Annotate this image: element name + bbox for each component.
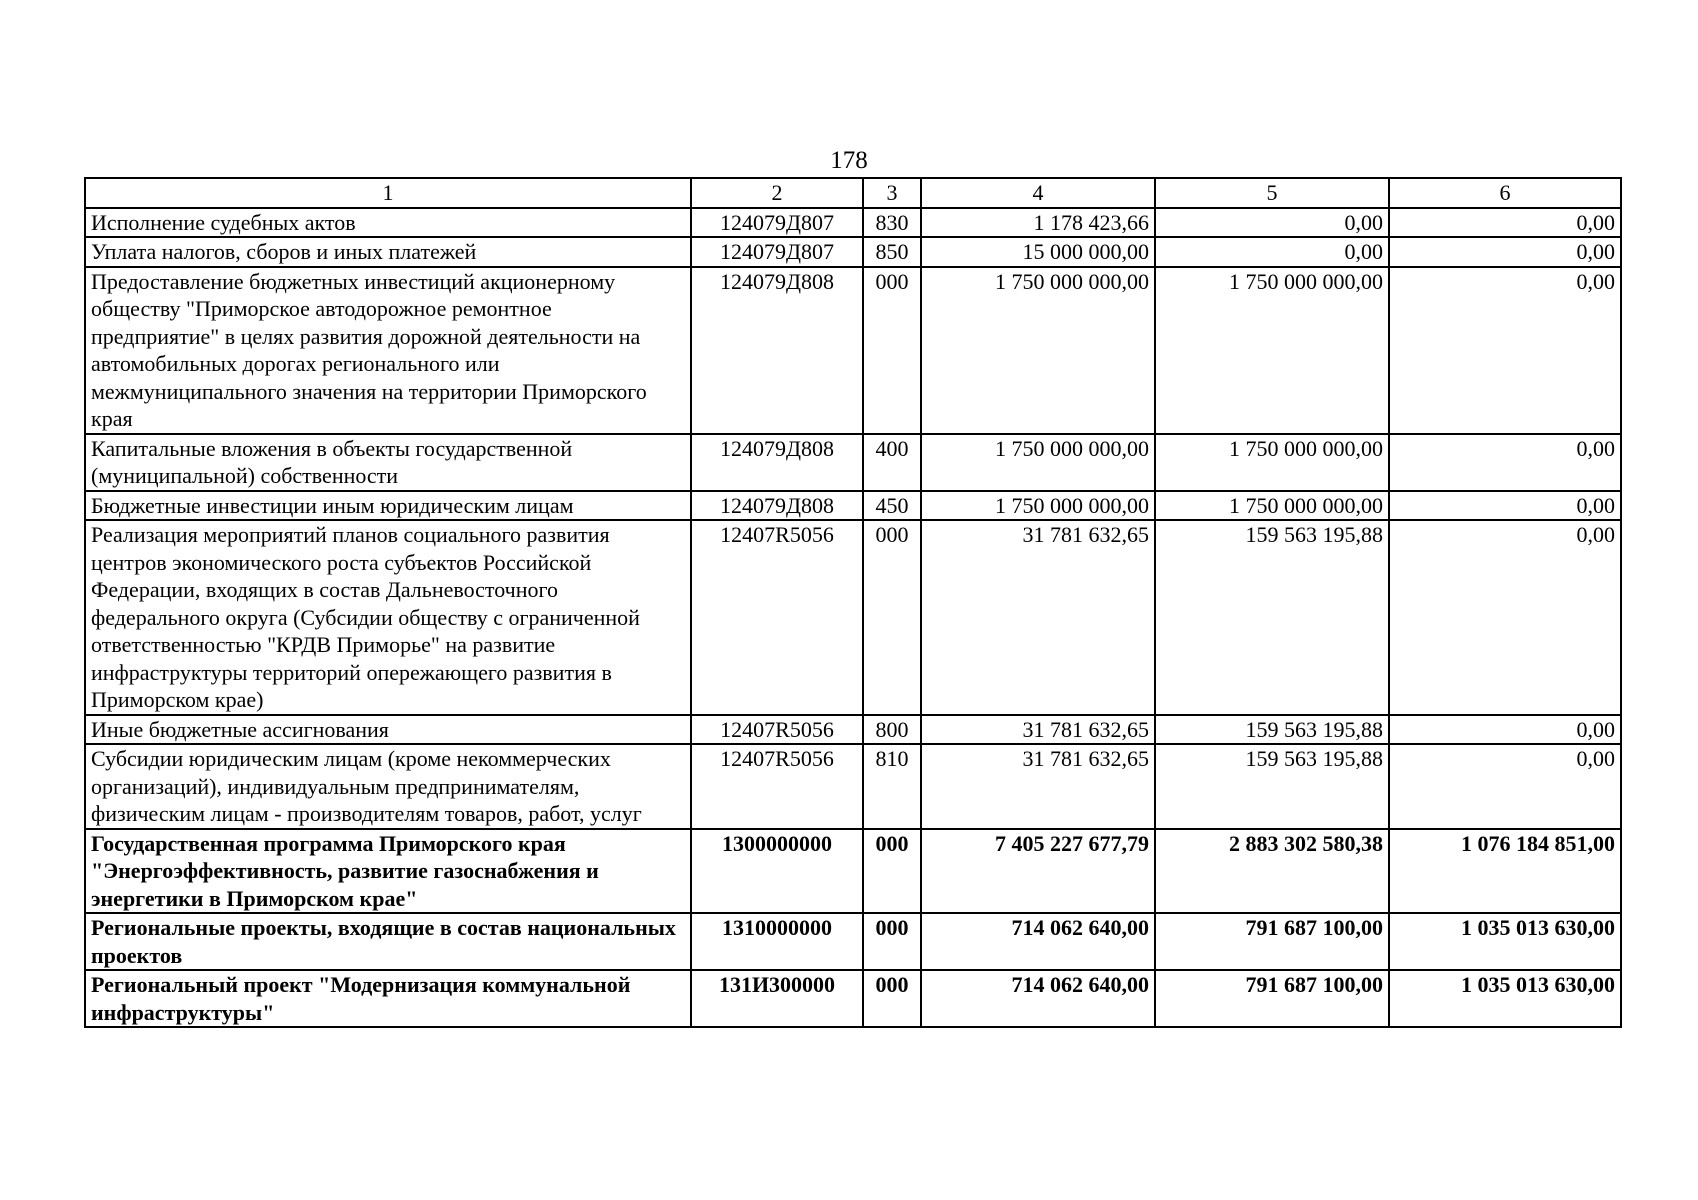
- row-value-col-4: 1 178 423,66: [921, 208, 1155, 238]
- row-value-col-4: 1 750 000 000,00: [921, 491, 1155, 521]
- row-csr-code: 124079Д807: [691, 237, 863, 267]
- row-name: Капитальные вложения в объекты государственной (муниципальной) собственности: [85, 434, 691, 491]
- row-name: Бюджетные инвестиции иным юридическим лицам: [85, 491, 691, 521]
- row-value-col-5: 791 687 100,00: [1155, 913, 1389, 970]
- row-value-col-6: 0,00: [1389, 434, 1621, 491]
- row-name: Реализация мероприятий планов социального развития центров экономического роста субъектов Российской Федерации, входящих в состав Дальневосточного федерального округа (Субсидии обществу с ограниченной ответственностью "КРДВ Приморье" на развитие инфраструктуры территорий опережающего развития в Приморском крае): [85, 520, 691, 715]
- row-csr-code: 12407R5056: [691, 715, 863, 745]
- row-value-col-6: 0,00: [1389, 715, 1621, 745]
- row-value-col-5: 159 563 195,88: [1155, 744, 1389, 829]
- row-value-col-5: 791 687 100,00: [1155, 970, 1389, 1027]
- budget-table: [84, 177, 1622, 1028]
- row-csr-code: 124079Д808: [691, 491, 863, 521]
- header-col-2: 2: [691, 178, 863, 208]
- header-col-5: 5: [1155, 178, 1389, 208]
- row-value-col-5: 0,00: [1155, 208, 1389, 238]
- row-value-col-5: 0,00: [1155, 237, 1389, 267]
- table-row: [85, 434, 1621, 491]
- row-name: Субсидии юридическим лицам (кроме некоммерческих организаций), индивидуальным предпринимателям, физическим лицам - производителям товаров, работ, услуг: [85, 744, 691, 829]
- header-col-3: 3: [863, 178, 921, 208]
- table-header-row: [85, 178, 1621, 208]
- row-value-col-4: 7 405 227 677,79: [921, 829, 1155, 914]
- header-col-6: 6: [1389, 178, 1621, 208]
- row-csr-code: 1300000000: [691, 829, 863, 914]
- row-name: Государственная программа Приморского края "Энергоэффективность, развитие газоснабжения и энергетики в Приморском крае": [85, 829, 691, 914]
- row-name: Региональный проект "Модернизация коммунальной инфраструктуры": [85, 970, 691, 1027]
- row-value-col-6: 0,00: [1389, 491, 1621, 521]
- table-row: [85, 208, 1621, 238]
- table-row: [85, 715, 1621, 745]
- row-csr-code: 124079Д807: [691, 208, 863, 238]
- row-vr-code: 810: [863, 744, 921, 829]
- table-row: [85, 491, 1621, 521]
- row-value-col-4: 31 781 632,65: [921, 744, 1155, 829]
- row-vr-code: 800: [863, 715, 921, 745]
- row-name: Предоставление бюджетных инвестиций акционерному обществу "Приморское автодорожное ремонтное предприятие" в целях развития дорожной деятельности на автомобильных дорогах регионального или межмуниципального значения на территории Приморского края: [85, 267, 691, 434]
- row-vr-code: 000: [863, 913, 921, 970]
- row-vr-code: 000: [863, 267, 921, 434]
- row-csr-code: 1310000000: [691, 913, 863, 970]
- row-csr-code: 124079Д808: [691, 267, 863, 434]
- row-vr-code: 000: [863, 520, 921, 715]
- row-csr-code: 131И300000: [691, 970, 863, 1027]
- row-csr-code: 124079Д808: [691, 434, 863, 491]
- row-value-col-6: 0,00: [1389, 208, 1621, 238]
- row-value-col-6: 0,00: [1389, 237, 1621, 267]
- row-value-col-6: 1 035 013 630,00: [1389, 970, 1621, 1027]
- row-value-col-5: 159 563 195,88: [1155, 520, 1389, 715]
- row-value-col-6: 0,00: [1389, 267, 1621, 434]
- row-vr-code: 850: [863, 237, 921, 267]
- table-row: [85, 970, 1621, 1027]
- row-csr-code: 12407R5056: [691, 520, 863, 715]
- row-value-col-5: 1 750 000 000,00: [1155, 267, 1389, 434]
- row-value-col-6: 1 076 184 851,00: [1389, 829, 1621, 914]
- row-value-col-5: 1 750 000 000,00: [1155, 434, 1389, 491]
- row-vr-code: 400: [863, 434, 921, 491]
- row-value-col-4: 31 781 632,65: [921, 520, 1155, 715]
- row-name: Уплата налогов, сборов и иных платежей: [85, 237, 691, 267]
- table-row: [85, 913, 1621, 970]
- row-value-col-6: 0,00: [1389, 520, 1621, 715]
- table-row: [85, 237, 1621, 267]
- header-col-4: 4: [921, 178, 1155, 208]
- row-vr-code: 000: [863, 970, 921, 1027]
- row-name: Региональные проекты, входящие в состав национальных проектов: [85, 913, 691, 970]
- table-row: [85, 829, 1621, 914]
- row-value-col-6: 0,00: [1389, 744, 1621, 829]
- row-value-col-4: 15 000 000,00: [921, 237, 1155, 267]
- row-vr-code: 830: [863, 208, 921, 238]
- row-value-col-4: 714 062 640,00: [921, 913, 1155, 970]
- row-value-col-4: 31 781 632,65: [921, 715, 1155, 745]
- page-number: 178: [830, 147, 868, 174]
- row-csr-code: 12407R5056: [691, 744, 863, 829]
- table-row: [85, 267, 1621, 434]
- row-value-col-4: 714 062 640,00: [921, 970, 1155, 1027]
- row-name: Иные бюджетные ассигнования: [85, 715, 691, 745]
- row-value-col-4: 1 750 000 000,00: [921, 434, 1155, 491]
- row-value-col-5: 159 563 195,88: [1155, 715, 1389, 745]
- table-row: [85, 744, 1621, 829]
- row-value-col-5: 1 750 000 000,00: [1155, 491, 1389, 521]
- row-value-col-6: 1 035 013 630,00: [1389, 913, 1621, 970]
- row-name: Исполнение судебных актов: [85, 208, 691, 238]
- row-vr-code: 450: [863, 491, 921, 521]
- row-vr-code: 000: [863, 829, 921, 914]
- header-col-1: 1: [85, 178, 691, 208]
- row-value-col-4: 1 750 000 000,00: [921, 267, 1155, 434]
- table-row: [85, 520, 1621, 715]
- row-value-col-5: 2 883 302 580,38: [1155, 829, 1389, 914]
